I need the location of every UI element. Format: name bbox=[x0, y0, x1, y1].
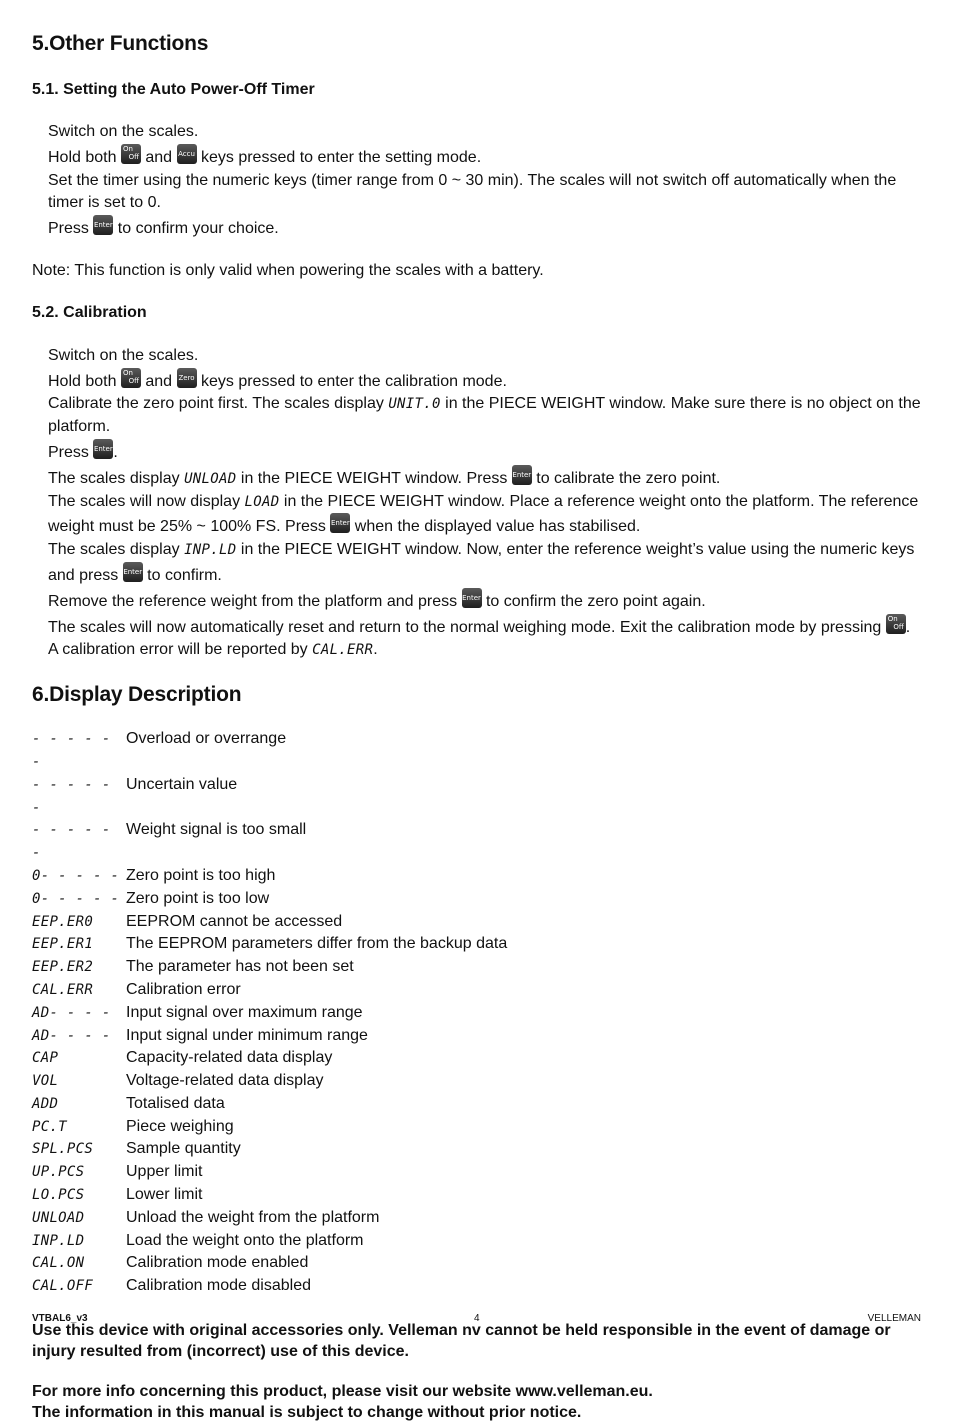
lcd-code: CAL.OFF bbox=[32, 1278, 94, 1295]
display-row bbox=[32, 1047, 922, 1070]
display-code bbox=[32, 1207, 126, 1230]
display-row bbox=[32, 1252, 922, 1275]
battery-note: Note: This function is only valid when powering the scales with a battery. bbox=[32, 261, 544, 279]
display-description: Input signal over maximum range bbox=[126, 1003, 363, 1021]
display-description: Input signal under minimum range bbox=[126, 1026, 368, 1044]
section-5-1-heading: 5.1. Setting the Auto Power-Off Timer bbox=[32, 81, 315, 98]
footer-doc-id: VTBAL6_v3 bbox=[32, 1313, 88, 1324]
display-row bbox=[32, 1207, 922, 1230]
display-code bbox=[32, 1252, 126, 1275]
display-row bbox=[32, 1116, 922, 1139]
lcd-code: AD- - - - bbox=[32, 1027, 111, 1044]
display-code bbox=[32, 1184, 126, 1207]
step-text: Hold both On Off and Accu keys pressed to enter the setting mode. bbox=[48, 144, 482, 166]
calibration-steps bbox=[32, 345, 922, 662]
display-row bbox=[32, 1002, 922, 1025]
display-description-table bbox=[32, 728, 922, 1298]
lcd-code: EEP.ER1 bbox=[32, 936, 94, 953]
lcd-code: UP.PCS bbox=[32, 1164, 85, 1181]
display-description: Capacity-related data display bbox=[126, 1049, 333, 1067]
lcd-code: - - - - - - bbox=[32, 731, 111, 770]
lcd-code: VOL bbox=[32, 1073, 59, 1090]
display-description: Totalised data bbox=[126, 1094, 225, 1112]
lcd-code: EEP.ER2 bbox=[32, 959, 94, 976]
enter-key-icon: Enter bbox=[330, 513, 350, 533]
lcd-code: CAL.ERR bbox=[312, 642, 374, 659]
display-row bbox=[32, 1138, 922, 1161]
step-text: The scales will now display LOAD in the PIECE WEIGHT window. Place a reference weight onto the platform. The reference weight must be 25% ~ 100% FS. Press Enter when the displayed value has stabilised. bbox=[48, 492, 919, 536]
lcd-code: UNIT.0 bbox=[388, 396, 441, 413]
display-description: Lower limit bbox=[126, 1186, 203, 1204]
display-code bbox=[32, 1002, 126, 1025]
lcd-code: LOAD bbox=[244, 493, 280, 510]
display-description: Calibration error bbox=[126, 980, 241, 998]
zero-key-icon: Zero bbox=[177, 368, 197, 388]
display-description: The parameter has not been set bbox=[126, 958, 354, 976]
section-5-heading: 5.Other Functions bbox=[32, 32, 209, 55]
step-text: Switch on the scales. bbox=[48, 346, 199, 364]
display-description: Unload the weight from the platform bbox=[126, 1208, 380, 1226]
info-text: For more info concerning this product, please visit our website www.velleman.eu. bbox=[32, 1383, 653, 1401]
enter-key-icon: Enter bbox=[512, 465, 532, 485]
display-row bbox=[32, 1184, 922, 1207]
lcd-code: SPL.PCS bbox=[32, 1141, 94, 1158]
display-description: Voltage-related data display bbox=[126, 1072, 324, 1090]
step-text: The scales display UNLOAD in the PIECE WEIGHT window. Press Enter to calibrate the zero point. bbox=[48, 465, 922, 491]
section-6-heading: 6.Display Description bbox=[32, 683, 242, 707]
display-code bbox=[32, 979, 126, 1002]
display-row bbox=[32, 865, 922, 888]
info-text: The information in this manual is subject to change without prior notice. bbox=[32, 1404, 582, 1422]
display-description: Zero point is too high bbox=[126, 866, 276, 884]
display-code bbox=[32, 1275, 126, 1298]
display-row bbox=[32, 911, 922, 934]
step-text: Hold both On Off and Zero keys pressed to enter the calibration mode. bbox=[48, 368, 507, 390]
display-row bbox=[32, 1161, 922, 1184]
display-code bbox=[32, 1138, 126, 1161]
display-code bbox=[32, 728, 126, 774]
display-code bbox=[32, 1093, 126, 1116]
lcd-code: UNLOAD bbox=[184, 470, 237, 487]
display-code bbox=[32, 1025, 126, 1048]
display-row bbox=[32, 956, 922, 979]
display-row bbox=[32, 888, 922, 911]
display-code bbox=[32, 774, 126, 820]
display-row bbox=[32, 1070, 922, 1093]
display-row bbox=[32, 1093, 922, 1116]
display-description: Uncertain value bbox=[126, 775, 238, 793]
step-text: Press Enter to confirm your choice. bbox=[48, 215, 922, 241]
display-description: Calibration mode enabled bbox=[126, 1254, 309, 1272]
step-text: The scales will now automatically reset and return to the normal weighing mode. Exit the calibration mode by pressing On Off . A calibration error will be reported by CAL.ERR. bbox=[48, 614, 911, 659]
lcd-code: UNLOAD bbox=[32, 1209, 85, 1226]
lcd-code: CAL.ON bbox=[32, 1255, 85, 1272]
display-description: Weight signal is too small bbox=[126, 821, 307, 839]
lcd-code: - - - - - - bbox=[32, 822, 111, 862]
display-code bbox=[32, 865, 126, 888]
display-row bbox=[32, 774, 922, 820]
section-5-2-heading: 5.2. Calibration bbox=[32, 303, 147, 321]
accu-key-icon: Accu bbox=[177, 144, 197, 164]
warning-text: Use this device with original accessories only. Velleman nv cannot be held responsible in the event of damage or injury resulted from (incorrect) use of this device. bbox=[32, 1322, 891, 1361]
display-description: Upper limit bbox=[126, 1163, 203, 1181]
lcd-code: - - - - - - bbox=[32, 776, 111, 816]
display-code bbox=[32, 1047, 126, 1070]
lcd-code: CAP bbox=[32, 1050, 59, 1067]
enter-key-icon: Enter bbox=[462, 588, 482, 608]
lcd-code: PC.T bbox=[32, 1118, 67, 1135]
display-row bbox=[32, 1230, 922, 1253]
on-off-key-icon: On Off bbox=[121, 144, 141, 164]
display-code bbox=[32, 888, 126, 911]
lcd-code: 0- - - - - bbox=[32, 867, 120, 884]
display-description: Load the weight onto the platform bbox=[126, 1231, 364, 1249]
display-description: The EEPROM parameters differ from the backup data bbox=[126, 935, 508, 953]
lcd-code: CAL.ERR bbox=[32, 981, 94, 998]
display-row bbox=[32, 1025, 922, 1048]
manual-page bbox=[32, 30, 922, 1423]
enter-key-icon: Enter bbox=[123, 562, 143, 582]
step-text: Remove the reference weight from the platform and press Enter to confirm the zero point again. bbox=[48, 588, 922, 614]
display-row bbox=[32, 1275, 922, 1298]
enter-key-icon: Enter bbox=[93, 439, 113, 459]
display-code bbox=[32, 1230, 126, 1253]
lcd-code: AD- - - - bbox=[32, 1004, 111, 1021]
display-row bbox=[32, 979, 922, 1002]
display-description: Sample quantity bbox=[126, 1140, 241, 1158]
display-description: Piece weighing bbox=[126, 1117, 234, 1135]
display-description: Overload or overrange bbox=[126, 730, 287, 748]
enter-key-icon: Enter bbox=[93, 215, 113, 235]
step-text: Calibrate the zero point first. The scales display UNIT.0 in the PIECE WEIGHT window. Make sure there is no object on the platform. Press Enter. bbox=[48, 395, 921, 461]
lcd-code: ADD bbox=[32, 1095, 59, 1112]
lcd-code: INP.LD bbox=[184, 542, 237, 559]
display-code bbox=[32, 1070, 126, 1093]
auto-power-off-steps bbox=[32, 121, 922, 241]
display-description: EEPROM cannot be accessed bbox=[126, 912, 343, 930]
display-row bbox=[32, 933, 922, 956]
display-code bbox=[32, 819, 126, 865]
display-description: Zero point is too low bbox=[126, 889, 270, 907]
display-code bbox=[32, 1161, 126, 1184]
display-row bbox=[32, 819, 922, 865]
display-description: Calibration mode disabled bbox=[126, 1277, 311, 1295]
lcd-code: 0- - - - - bbox=[32, 890, 120, 907]
lcd-code: LO.PCS bbox=[32, 1187, 85, 1204]
step-text: Set the timer using the numeric keys (timer range from 0 ~ 30 min). The scales will not switch off automatically when the timer is set to 0. bbox=[48, 171, 897, 212]
display-code bbox=[32, 911, 126, 934]
display-code bbox=[32, 1116, 126, 1139]
footer-brand: VELLEMAN bbox=[867, 1313, 921, 1324]
on-off-key-icon: On Off bbox=[886, 614, 906, 634]
display-row bbox=[32, 728, 922, 774]
lcd-code: INP.LD bbox=[32, 1232, 85, 1249]
on-off-key-icon: On Off bbox=[121, 368, 141, 388]
step-text: Switch on the scales. bbox=[48, 123, 199, 140]
lcd-code: EEP.ER0 bbox=[32, 913, 94, 930]
step-text: The scales display INP.LD in the PIECE WEIGHT window. Now, enter the reference weight’s value using the numeric keys and press Enter to confirm. bbox=[48, 541, 915, 584]
display-code bbox=[32, 933, 126, 956]
display-code bbox=[32, 956, 126, 979]
footer-page-number: 4 bbox=[474, 1313, 480, 1324]
